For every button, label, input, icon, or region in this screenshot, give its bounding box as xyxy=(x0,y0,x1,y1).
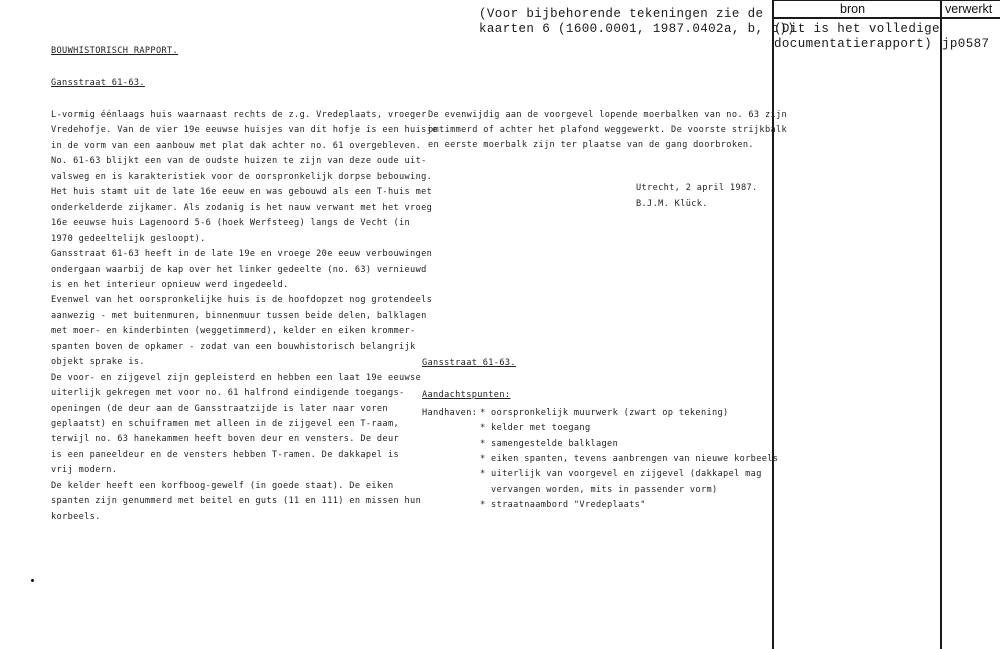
point-item: * samengestelde balklagen xyxy=(480,438,619,449)
body-line: objekt sprake is. xyxy=(51,357,145,368)
report-title: BOUWHISTORISCH RAPPORT. xyxy=(51,46,179,56)
body-line: 1970 gedeeltelijk gesloopt). xyxy=(51,233,206,244)
verwerkt-entry: jp0587 xyxy=(942,37,990,51)
bron-entry-line2: documentatierapport) xyxy=(774,37,933,51)
body-line: Gansstraat 61-63 heeft in de late 19e en vroege 20e eeuw verbouwingen xyxy=(51,249,433,260)
continuation-line: omtimmerd of achter het plafond weggewerkt. De voorste strijkbalk xyxy=(428,125,788,136)
stray-mark xyxy=(31,579,34,582)
handhaven-label: Handhaven: xyxy=(422,408,478,418)
body-line: met moer- en kinderbinten (weggetimmerd), kelder en eiken krommer- xyxy=(51,326,416,337)
body-line: 16e eeuwse huis Lagenoord 5-6 (hoek Werfsteeg) langs de Vecht (in xyxy=(51,218,411,229)
drawings-note-line2: kaarten 6 (1600.0001, 1987.0402a, b, c)) xyxy=(479,22,796,36)
bron-column-left-border xyxy=(772,0,774,649)
body-line: vrij modern. xyxy=(51,465,118,476)
point-item: * eiken spanten, tevens aanbrengen van nieuwe korbeels xyxy=(480,453,779,464)
author-signature: B.J.M. Klück. xyxy=(636,199,708,209)
body-line: openingen (de deur aan de Gansstraatzijde is later naar voren xyxy=(51,403,388,414)
report-address: Gansstraat 61-63. xyxy=(51,78,145,88)
body-line: spanten boven de opkamer - zodat van een bouwhistorisch belangrijk xyxy=(51,341,416,352)
body-line: is en het interieur opnieuw werd ingedeeld. xyxy=(51,279,289,290)
drawings-note-line1: (Voor bijbehorende tekeningen zie de xyxy=(479,7,764,21)
body-line: valsweg en is karakteristiek voor de oorspronkelijk dorpse bebouwing. xyxy=(51,171,433,182)
body-line: uiterlijk gekregen met voor no. 61 halfrond eindigende toegangs- xyxy=(51,388,405,399)
points-address: Gansstraat 61-63. xyxy=(422,358,516,368)
body-line: De voor- en zijgevel zijn gepleisterd en hebben een laat 19e eeuwse xyxy=(51,372,422,383)
point-item: vervangen worden, mits in passender vorm) xyxy=(480,484,718,495)
place-date: Utrecht, 2 april 1987. xyxy=(636,183,758,193)
top-divider xyxy=(772,0,1000,1)
body-line: terwijl no. 63 hanekammen heeft boven deur en vensters. De deur xyxy=(51,434,400,445)
verwerkt-column-header: verwerkt xyxy=(945,2,993,16)
point-item: * straatnaambord "Vredeplaats" xyxy=(480,499,646,510)
body-line: onderkelderde zijkamer. Als zodanig is het nauw verwant met het vroeg xyxy=(51,202,433,213)
column-header-divider xyxy=(772,17,1000,19)
point-item: * uiterlijk van voorgevel en zijgevel (dakkapel mag xyxy=(480,469,762,480)
points-heading: Aandachtspunten: xyxy=(422,390,511,400)
continuation-line: De evenwijdig aan de voorgevel lopende moerbalken van no. 63 zijn xyxy=(428,110,788,120)
body-line: Evenwel van het oorspronkelijke huis is de hoofdopzet nog grotendeels xyxy=(51,295,433,306)
body-line: No. 61-63 blijkt een van de oudste huizen te zijn van deze oude uit- xyxy=(51,156,427,167)
body-line: spanten zijn genummerd met beitel en guts (11 en 111) en missen hun xyxy=(51,496,422,507)
point-item: * oorspronkelijk muurwerk (zwart op tekening) xyxy=(480,408,729,418)
bron-entry-line1: (Dit is het volledige xyxy=(774,22,940,36)
body-line: L-vormig éénlaags huis waarnaast rechts de z.g. Vredeplaats, vroeger xyxy=(51,110,427,120)
body-line: is een paneeldeur en de vensters hebben T-ramen. De dakkapel is xyxy=(51,449,400,460)
body-line: in de vorm van een aanbouw met plat dak achter no. 61 overgebleven. xyxy=(51,140,422,151)
body-line: De kelder heeft een korfboog-gewelf (in goede staat). De eiken xyxy=(51,480,394,491)
bron-column-right-border xyxy=(940,0,942,649)
body-line: Vredehofje. Van de vier 19e eeuwse huisjes van dit hofje is een huisje xyxy=(51,125,438,136)
body-line: Het huis stamt uit de late 16e eeuw en was gebouwd als een T-huis met xyxy=(51,187,433,198)
body-line: geplaatst) en schuiframen met alleen in de zijgevel een T-raam, xyxy=(51,419,400,429)
bron-column-header: bron xyxy=(840,2,866,16)
continuation-line: en eerste moerbalk zijn ter plaatse van de gang doorbroken. xyxy=(428,140,754,151)
body-line: ondergaan waarbij de kap over het linker gedeelte (no. 63) vernieuwd xyxy=(51,264,427,275)
body-line: aanwezig - met buitenmuren, binnenmuur tussen beide delen, balklagen xyxy=(51,310,427,321)
point-item: * kelder met toegang xyxy=(480,423,591,434)
body-line: korbeels. xyxy=(51,511,101,522)
